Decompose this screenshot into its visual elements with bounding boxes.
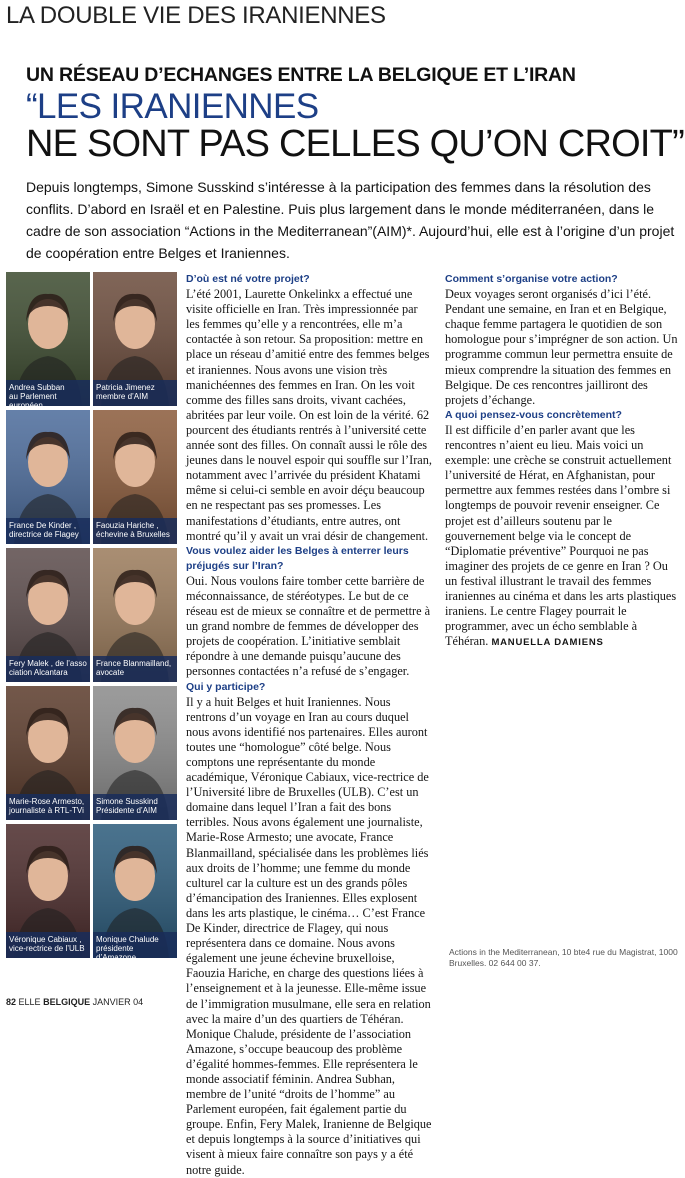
portrait-caption xyxy=(93,380,177,406)
portrait-photo xyxy=(6,824,90,958)
portrait-photo xyxy=(93,548,177,682)
magazine-name: ELLE xyxy=(18,997,41,1007)
portrait-name: Monique Chalude xyxy=(96,935,159,944)
portrait-role: ciation Alcantara xyxy=(9,668,68,677)
article-column-1 xyxy=(186,272,433,1177)
headline-line-1: “LES IRANIENNES xyxy=(26,87,319,126)
portrait-caption xyxy=(93,932,177,962)
portrait-photo xyxy=(93,824,177,962)
portrait-name: Fery Malek , de l’asso xyxy=(9,659,87,668)
page-number: 82 xyxy=(6,997,17,1007)
portrait-name: Marie-Rose Armesto, xyxy=(9,797,85,806)
portrait-photo xyxy=(93,272,177,406)
portrait-role: avocate xyxy=(96,668,125,677)
headline-line-2: NE SONT PAS CELLES QU’ON CROIT” xyxy=(26,123,684,165)
portrait-photo xyxy=(93,686,177,820)
portrait-role: au Parlement européen xyxy=(9,392,57,410)
portrait-role: Présidente d’AIM xyxy=(96,806,157,815)
portrait-role: membre d’AIM xyxy=(96,392,149,401)
question-1: D’où est né votre projet? xyxy=(186,273,310,285)
portrait-name: France Blanmailland, xyxy=(96,659,172,668)
portrait-photo xyxy=(6,272,90,410)
portrait-photo xyxy=(6,410,90,544)
portrait-photo xyxy=(6,548,90,682)
lead-paragraph: Depuis longtemps, Simone Susskind s’intéresse à la participation des femmes dans la résolution des conflits. D’abord en Israël et en Palestine. Puis plus largement dans le monde méditerranéen, dans le cadre de son association “Actions in the Mediterranean”(AIM)*. Aujourd’hui, elle est à l’origine d’un projet de coopération entre Belges et Iraniennes. xyxy=(26,179,675,261)
portrait-role: directrice de Flagey xyxy=(9,530,79,539)
portrait-caption xyxy=(6,656,90,682)
portrait-caption xyxy=(93,518,177,544)
kicker: UN RÉSEAU D’ECHANGES ENTRE LA BELGIQUE ET L’IRAN xyxy=(26,64,576,86)
portrait-caption xyxy=(6,380,90,410)
portrait-name: Véronique Cabiaux , xyxy=(9,935,82,944)
portrait-caption xyxy=(6,794,90,820)
portrait-role: journaliste à RTL-TVi xyxy=(9,806,84,815)
portrait-name: Simone Susskind xyxy=(96,797,158,806)
page-folio xyxy=(6,997,143,1007)
portrait-photo xyxy=(6,686,90,820)
answer-2: Oui. Nous voulons faire tomber cette barrière de méconnaissance, de stéréotypes. Le but de ce réseau est de mieux se connaître et de permettre à un grand nombre de femmes de développer des projets de coopération. L’initiative semblait répondre à une demande puisqu’aucune des personnes contactées n’a refusé de s’engager. xyxy=(186,573,431,679)
contact-credit: Actions in the Mediterranean, 10 bte4 rue du Magistrat, 1000 Bruxelles. 02 644 00 37. xyxy=(449,947,678,968)
question-5: A quoi pensez-vous concrètement? xyxy=(445,408,622,421)
author-signature: MANUELLA DAMIENS xyxy=(491,637,604,649)
answer-3: Il y a huit Belges et huit Iraniennes. Nous rentrons d’un voyage en Iran au cours duquel nous avons identifié nos partenaires. Elles auront toutes une “homologue” côté belge. Nous comptons une représentante du monde académique, Véronique Cabiaux, vice-rectrice de l’Université libre de Bruxelles (ULB). C’est un domaine dans lequel l’Iran a fait des bons terribles. Nous avons également une journaliste, Marie-Rose Armesto; une avocate, France Blanmailland, spécialisée dans les problèmes liés aux droits de l’homme; une femme du monde culturel car la culture est un des grands pôles d’émancipation des Iraniennes. Elles explosent dans les arts plastique, le cinéma… C’est France De Kinder, directrice de Flagey, qui nous représentera dans ce domaine. Nous avons également une jeune échevine bruxelloise, Faouzia Hariche, en charge des questions liées à l’enseignement et à la jeunesse. Elle-même issue de l’immigration musulmane, elle sera en relation avec la maire d’un des quartiers de Téhéran. Monique Chalude, présidente de l’association Amazone, s’occupe beaucoup des problème d’égalité hommes-femmes. Elle représentera le monde associatif féminin. Andrea Subhan, membre de l’unité “droits de l’homme” au Parlement européen, fait également partie du groupe. Enfin, Fery Malek, Iranienne de Belgique et depuis longtemps à la source d’initiatives qui visent à mieux faire connaître son pays y a été notre guide. xyxy=(186,694,432,1177)
portrait-name: Andrea Subban xyxy=(9,383,65,392)
portrait-name: Patricia Jimenez xyxy=(96,383,155,392)
question-2: Vous voulez aider les Belges à enterrer leurs préjugés sur l’Iran? xyxy=(186,544,409,572)
magazine-edition: BELGIQUE xyxy=(43,997,91,1007)
portrait-caption xyxy=(93,794,177,820)
portrait-caption xyxy=(93,656,177,682)
portrait-name: France De Kinder , xyxy=(9,521,77,530)
section-rubric: LA DOUBLE VIE DES IRANIENNES xyxy=(6,2,386,29)
portrait-role: vice-rectrice de l’ULB xyxy=(9,944,85,953)
answer-5: Il est difficile d’en parler avant que les rencontres n’aient eu lieu. Mais voici un exemple: une crèche se construit actuellement l’université de Hérat, en Afghanistan, pour permettre aux femmes restées dans l’ombre si longtemps de pouvoir revenir enseigner. Ce projet est d’ailleurs soutenu par le gouvernement belge via le concept de “Diplomatie préventive” Pourquoi ne pas imaginer des projets de ce genre en Iran ? Ou un festival illustrant le travail des femmes iraniennes au cinéma et dans les arts plastiques iraniens. Le centre Flagey pourrait le programmer, avec un écho semblable à Téhéran. xyxy=(445,422,677,649)
question-3: Qui y participe? xyxy=(186,680,266,693)
issue-date: JANVIER 04 xyxy=(92,997,144,1007)
answer-1: L’été 2001, Laurette Onkelinkx a effectué une visite officielle en Iran. Très impressionnée par les femmes qu’elle y a rencontrées, elle m’a contactée à son retour. Sa proposition: mettre en place un réseau d’amitié entre des femmes belges et iraniennes. Nous avons une vision très manichéennes des femmes en Iran. On les voit comme des filles sans droits, vivant cachées, abritées par leur voile. On est loin de la vérité. 62 pourcent des étudiants rentrés à l’université cette année sont des filles. On connaît aussi le rôle des jeunes dans le nouvel espoir qui souffle sur l’Iran, notamment avec l’arrivée du président Khatami même si celui-ci semble en avoir déçu beaucoup en ne respectant pas ses promesses. Les manifestations d’étudiants, entre autres, ont montré qu’il y avait un vrai désir de changement. xyxy=(186,287,432,543)
answer-4: Deux voyages seront organisés d’ici l’été. Pendant une semaine, en Iran et en Belgique, chaque femme partagera le quotidien de son homologue pour s’imprégner de son action. Un programme commun leur permettra ensuite de mieux comprendre la situation des femmes en Belgique. De ces rencontres jailliront des projets d’échange. xyxy=(445,287,678,407)
portrait-caption xyxy=(6,932,90,958)
question-4: Comment s’organise votre action? xyxy=(445,273,618,285)
portrait-photo xyxy=(93,410,177,544)
portrait-name: Faouzia Hariche , xyxy=(96,521,159,530)
portrait-role: échevine à Bruxelles xyxy=(96,530,170,539)
portrait-role: présidente d’Amazone xyxy=(96,944,137,962)
portrait-caption xyxy=(6,518,90,544)
article-column-2 xyxy=(445,272,680,650)
